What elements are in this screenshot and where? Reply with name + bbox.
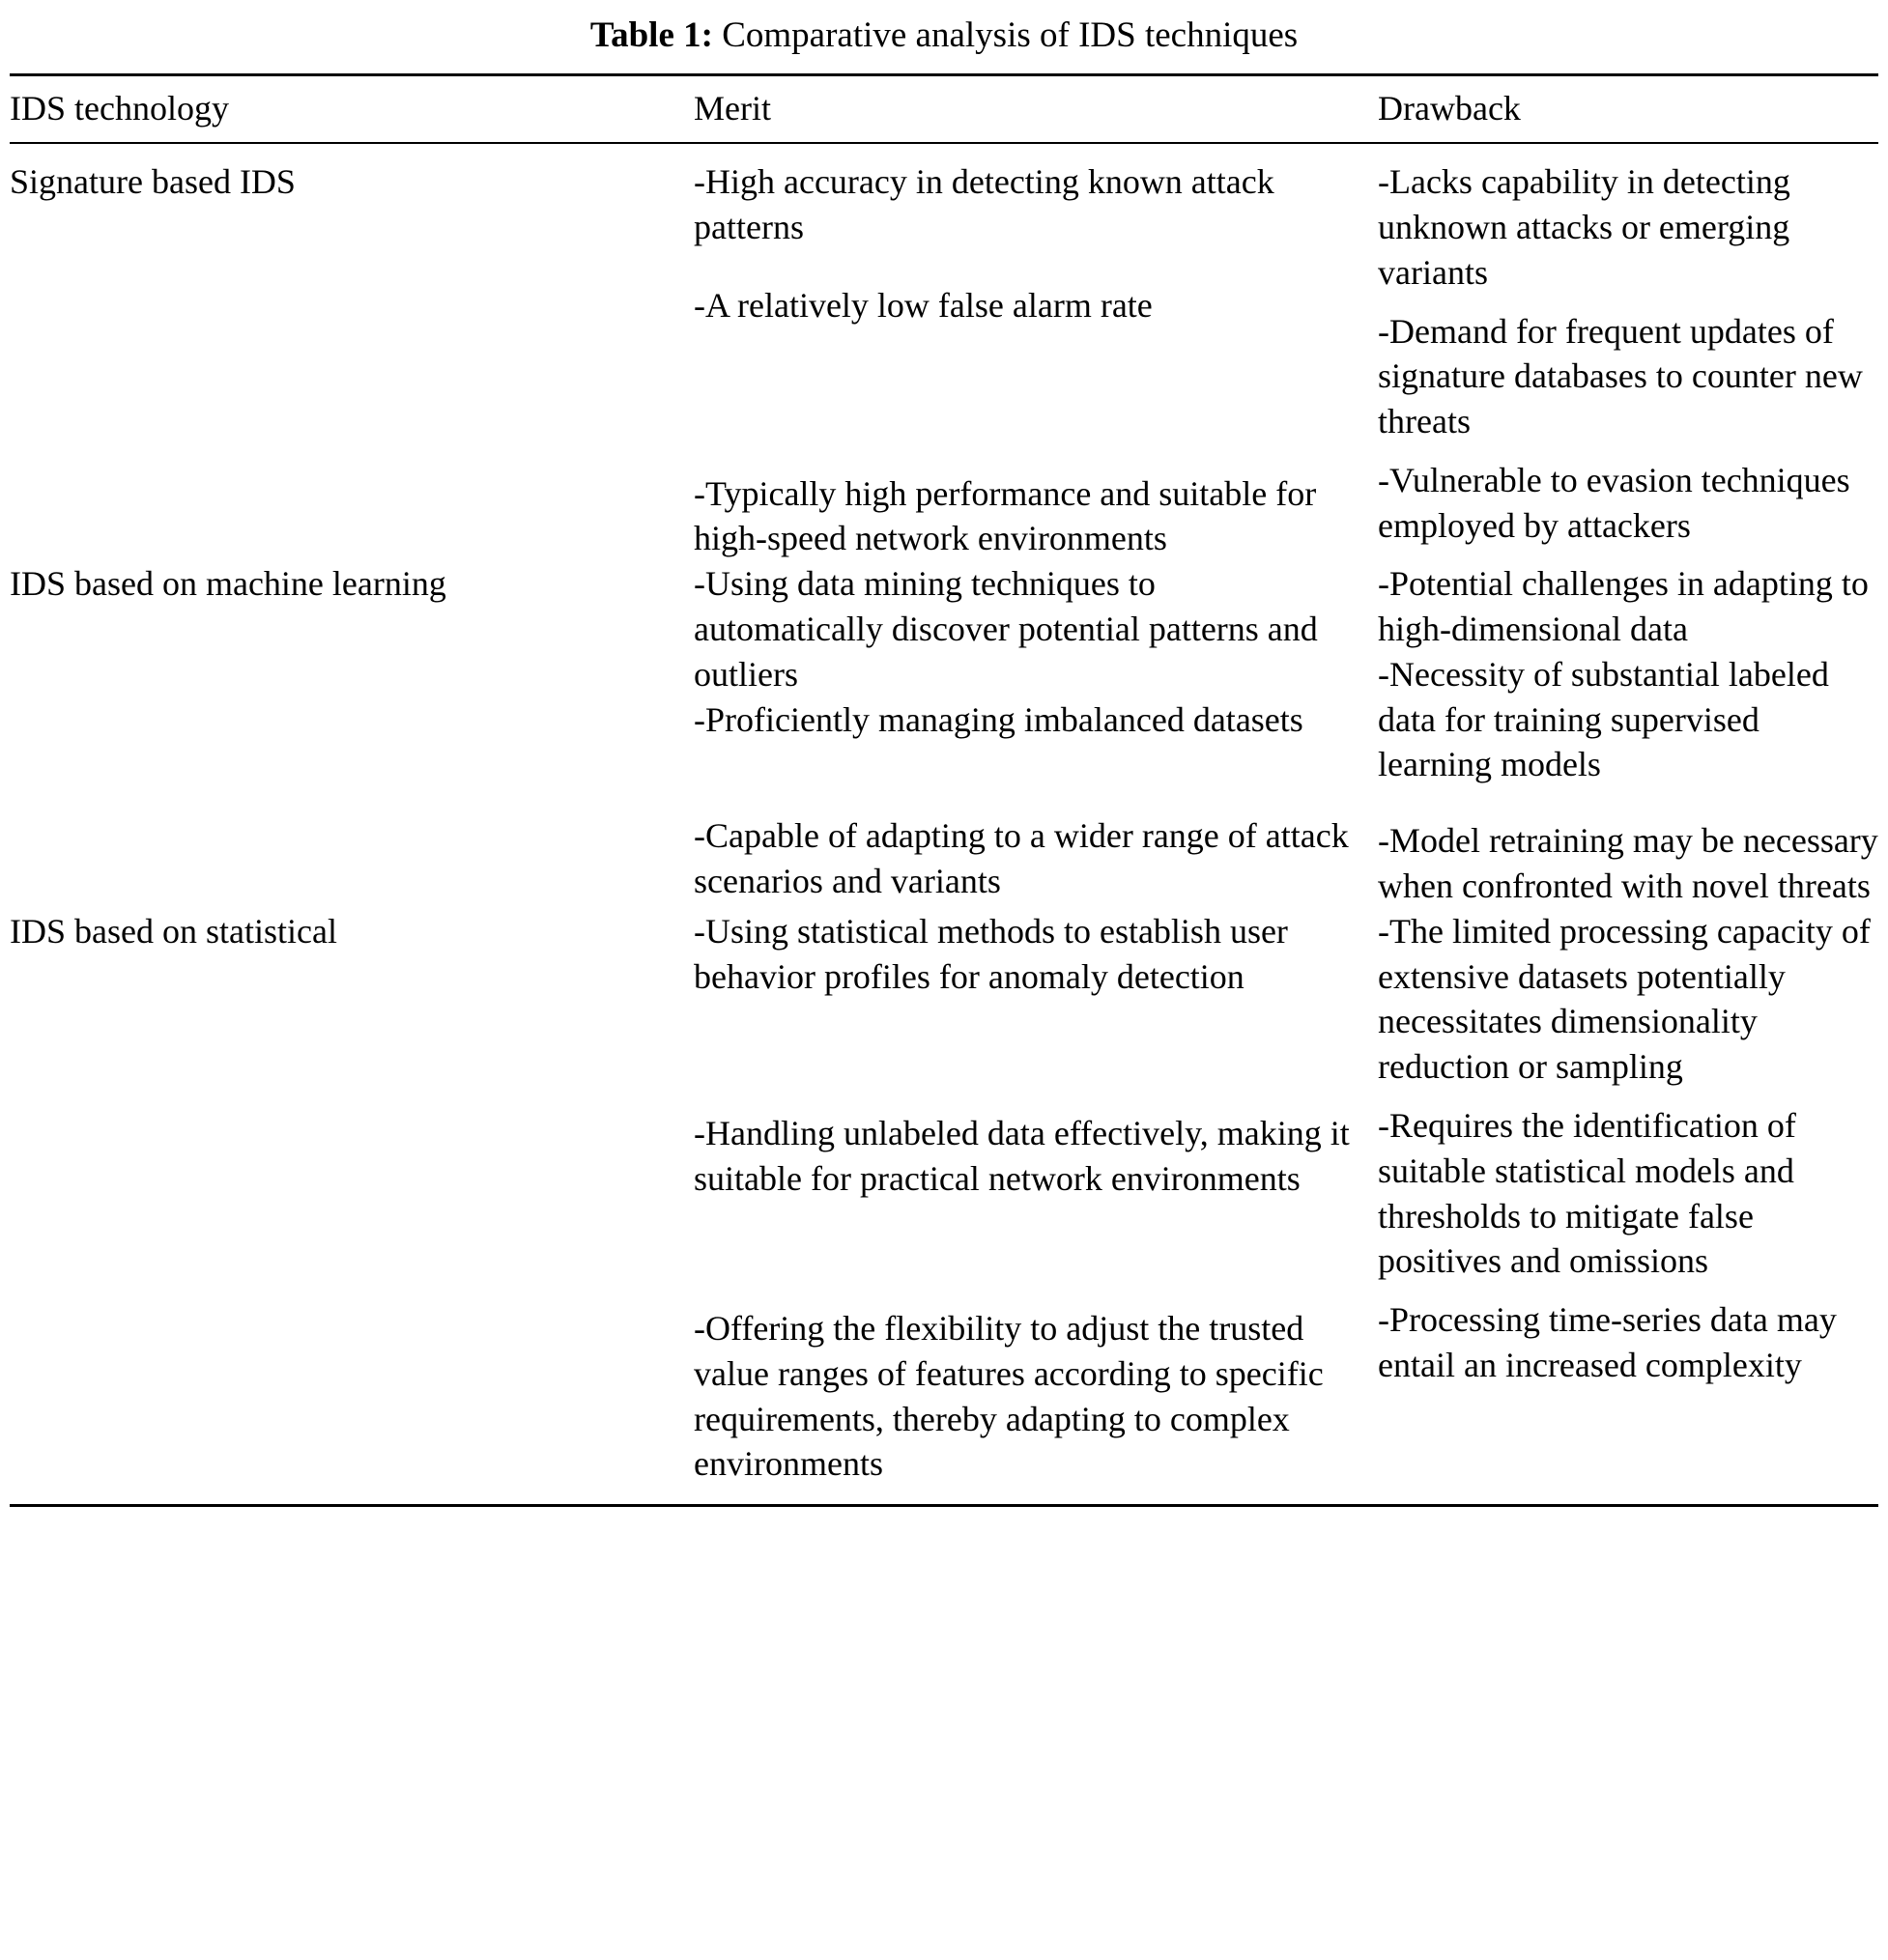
cell-technology [10, 909, 694, 1506]
drawback-item: -Potential challenges in adapting to high-dimensional data [1378, 564, 1869, 649]
column-header-merit: Merit [694, 75, 1378, 144]
cell-technology [10, 143, 694, 561]
drawback-item: -Processing time-series data may entail an increased complexity [1378, 1300, 1837, 1384]
cell-technology [10, 561, 694, 909]
drawback-item: -Demand for frequent updates of signature databases to counter new threats [1378, 311, 1863, 441]
drawback-item: -Model retraining may be necessary when confronted with novel threats [1378, 821, 1878, 906]
drawback-item: -Requires the identification of suitable statistical models and thresholds to mitigate false positives and omissions [1378, 1106, 1796, 1281]
merit-item: -High accuracy in detecting known attack patterns [694, 162, 1274, 247]
caption-text: Comparative analysis of IDS techniques [722, 15, 1299, 55]
table-row [10, 143, 1878, 561]
merit-item: -Offering the flexibility to adjust the trusted value ranges of features according to specific requirements, thereby adapting to complex environments [694, 1309, 1324, 1484]
technology-label: IDS based on machine learning [10, 564, 446, 604]
cell-drawback [1378, 909, 1878, 1506]
merit-item: -Using statistical methods to establish user behavior profiles for anomaly detection [694, 911, 1288, 996]
table-header [10, 75, 1878, 144]
drawback-item: -Vulnerable to evasion techniques employed by attackers [1378, 461, 1850, 545]
column-header-technology: IDS technology [10, 75, 694, 144]
table-row [10, 909, 1878, 1506]
cell-merit [694, 909, 1378, 1506]
table-row [10, 561, 1878, 909]
cell-merit [694, 561, 1378, 909]
merit-item: -Using data mining techniques to automatically discover potential patterns and outliers [694, 564, 1318, 694]
cell-drawback [1378, 561, 1878, 909]
drawback-item: -Lacks capability in detecting unknown attacks or emerging variants [1378, 162, 1790, 292]
table-caption [10, 14, 1878, 58]
table-body [10, 143, 1878, 1505]
merit-item: -Typically high performance and suitable for high-speed network environments [694, 473, 1317, 558]
technology-label: IDS based on statistical [10, 911, 337, 951]
caption-label: Table 1: [589, 15, 713, 55]
merit-item: -Capable of adapting to a wider range of attack scenarios and variants [694, 816, 1349, 901]
cell-merit [694, 143, 1378, 561]
merit-item: -A relatively low false alarm rate [694, 285, 1153, 325]
column-header-drawback: Drawback [1378, 75, 1878, 144]
comparative-analysis-table [10, 73, 1878, 1507]
merit-item: -Handling unlabeled data effectively, making it suitable for practical network environments [694, 1114, 1350, 1199]
header-row [10, 75, 1878, 144]
cell-drawback [1378, 143, 1878, 561]
merit-item: -Proficiently managing imbalanced datasets [694, 699, 1303, 739]
technology-label: Signature based IDS [10, 162, 296, 202]
drawback-item: -Necessity of substantial labeled data for training supervised learning models [1378, 654, 1829, 784]
drawback-item: -The limited processing capacity of extensive datasets potentially necessitates dimensionality reduction or sampling [1378, 911, 1871, 1087]
